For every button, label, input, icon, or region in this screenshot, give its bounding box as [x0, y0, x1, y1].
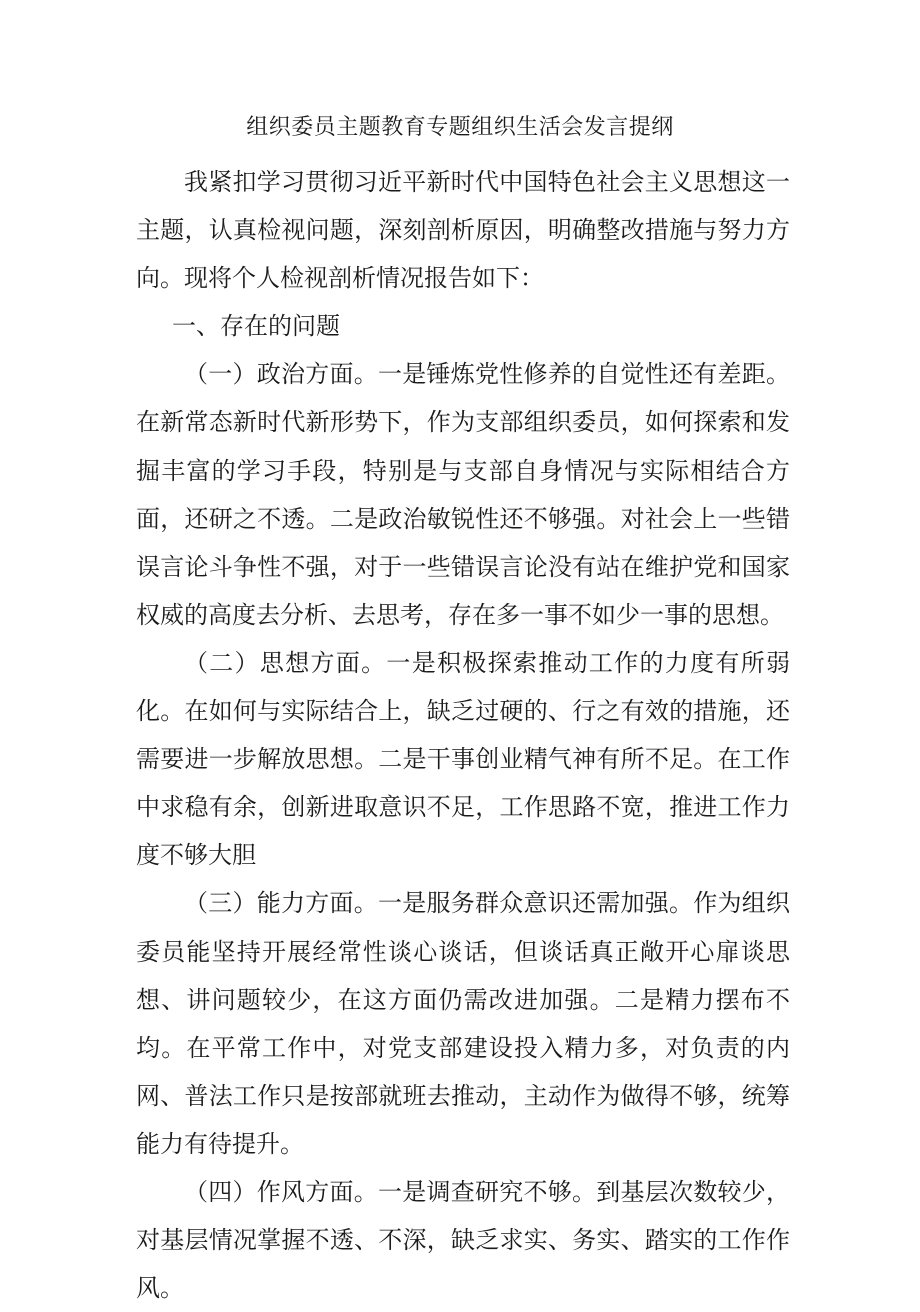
document-body	[136, 158, 790, 1312]
paragraph-political: （一）政治方面。一是锤炼党性修养的自觉性还有差距。在新常态新时代新形势下，作为支部组织委员，如何探索和发掘丰富的学习手段，特别是与支部自身情况与实际相结合方面，还研之不透。二是政治敏锐性还不够强。对社会上一些错误言论斗争性不强，对于一些错误言论没有站在维护党和国家权威的高度去分析、去思考，存在多一事不如少一事的思想。	[136, 360, 790, 629]
paragraph-ideological: （二）思想方面。一是积极探索推动工作的力度有所弱化。在如何与实际结合上，缺乏过硬的、行之有效的措施，还需要进一步解放思想。二是干事创业精气神有所不足。在工作中求稳有余，创新进取意识不足，工作思路不宽，推进工作力度不够大胆	[136, 648, 790, 870]
paragraph-ability: （三）能力方面。一是服务群众意识还需加强。作为组织委员能坚持开展经常性谈心谈话，但谈话真正敞开心扉谈思想、讲问题较少，在这方面仍需改进加强。二是精力摆布不均。在平常工作中，对党支部建设投入精力多，对负责的内网、普法工作只是按部就班去推动，主动作为做得不够，统筹能力有待提升。	[136, 889, 790, 1158]
section-heading-problems: 一、存在的问题	[172, 312, 340, 341]
document-title: 组织委员主题教育专题组织生活会发言提纲	[246, 115, 674, 140]
intro-paragraph: 我紧扣学习贯彻习近平新时代中国特色社会主义思想这一主题，认真检视问题，深刻剖析原因，明确整改措施与努力方向。现将个人检视剖析情况报告如下：	[136, 168, 790, 293]
paragraph-work-style: （四）作风方面。一是调查研究不够。到基层次数较少，对基层情况掌握不透、不深，缺乏求实、务实、踏实的工作作风。	[136, 1177, 790, 1303]
